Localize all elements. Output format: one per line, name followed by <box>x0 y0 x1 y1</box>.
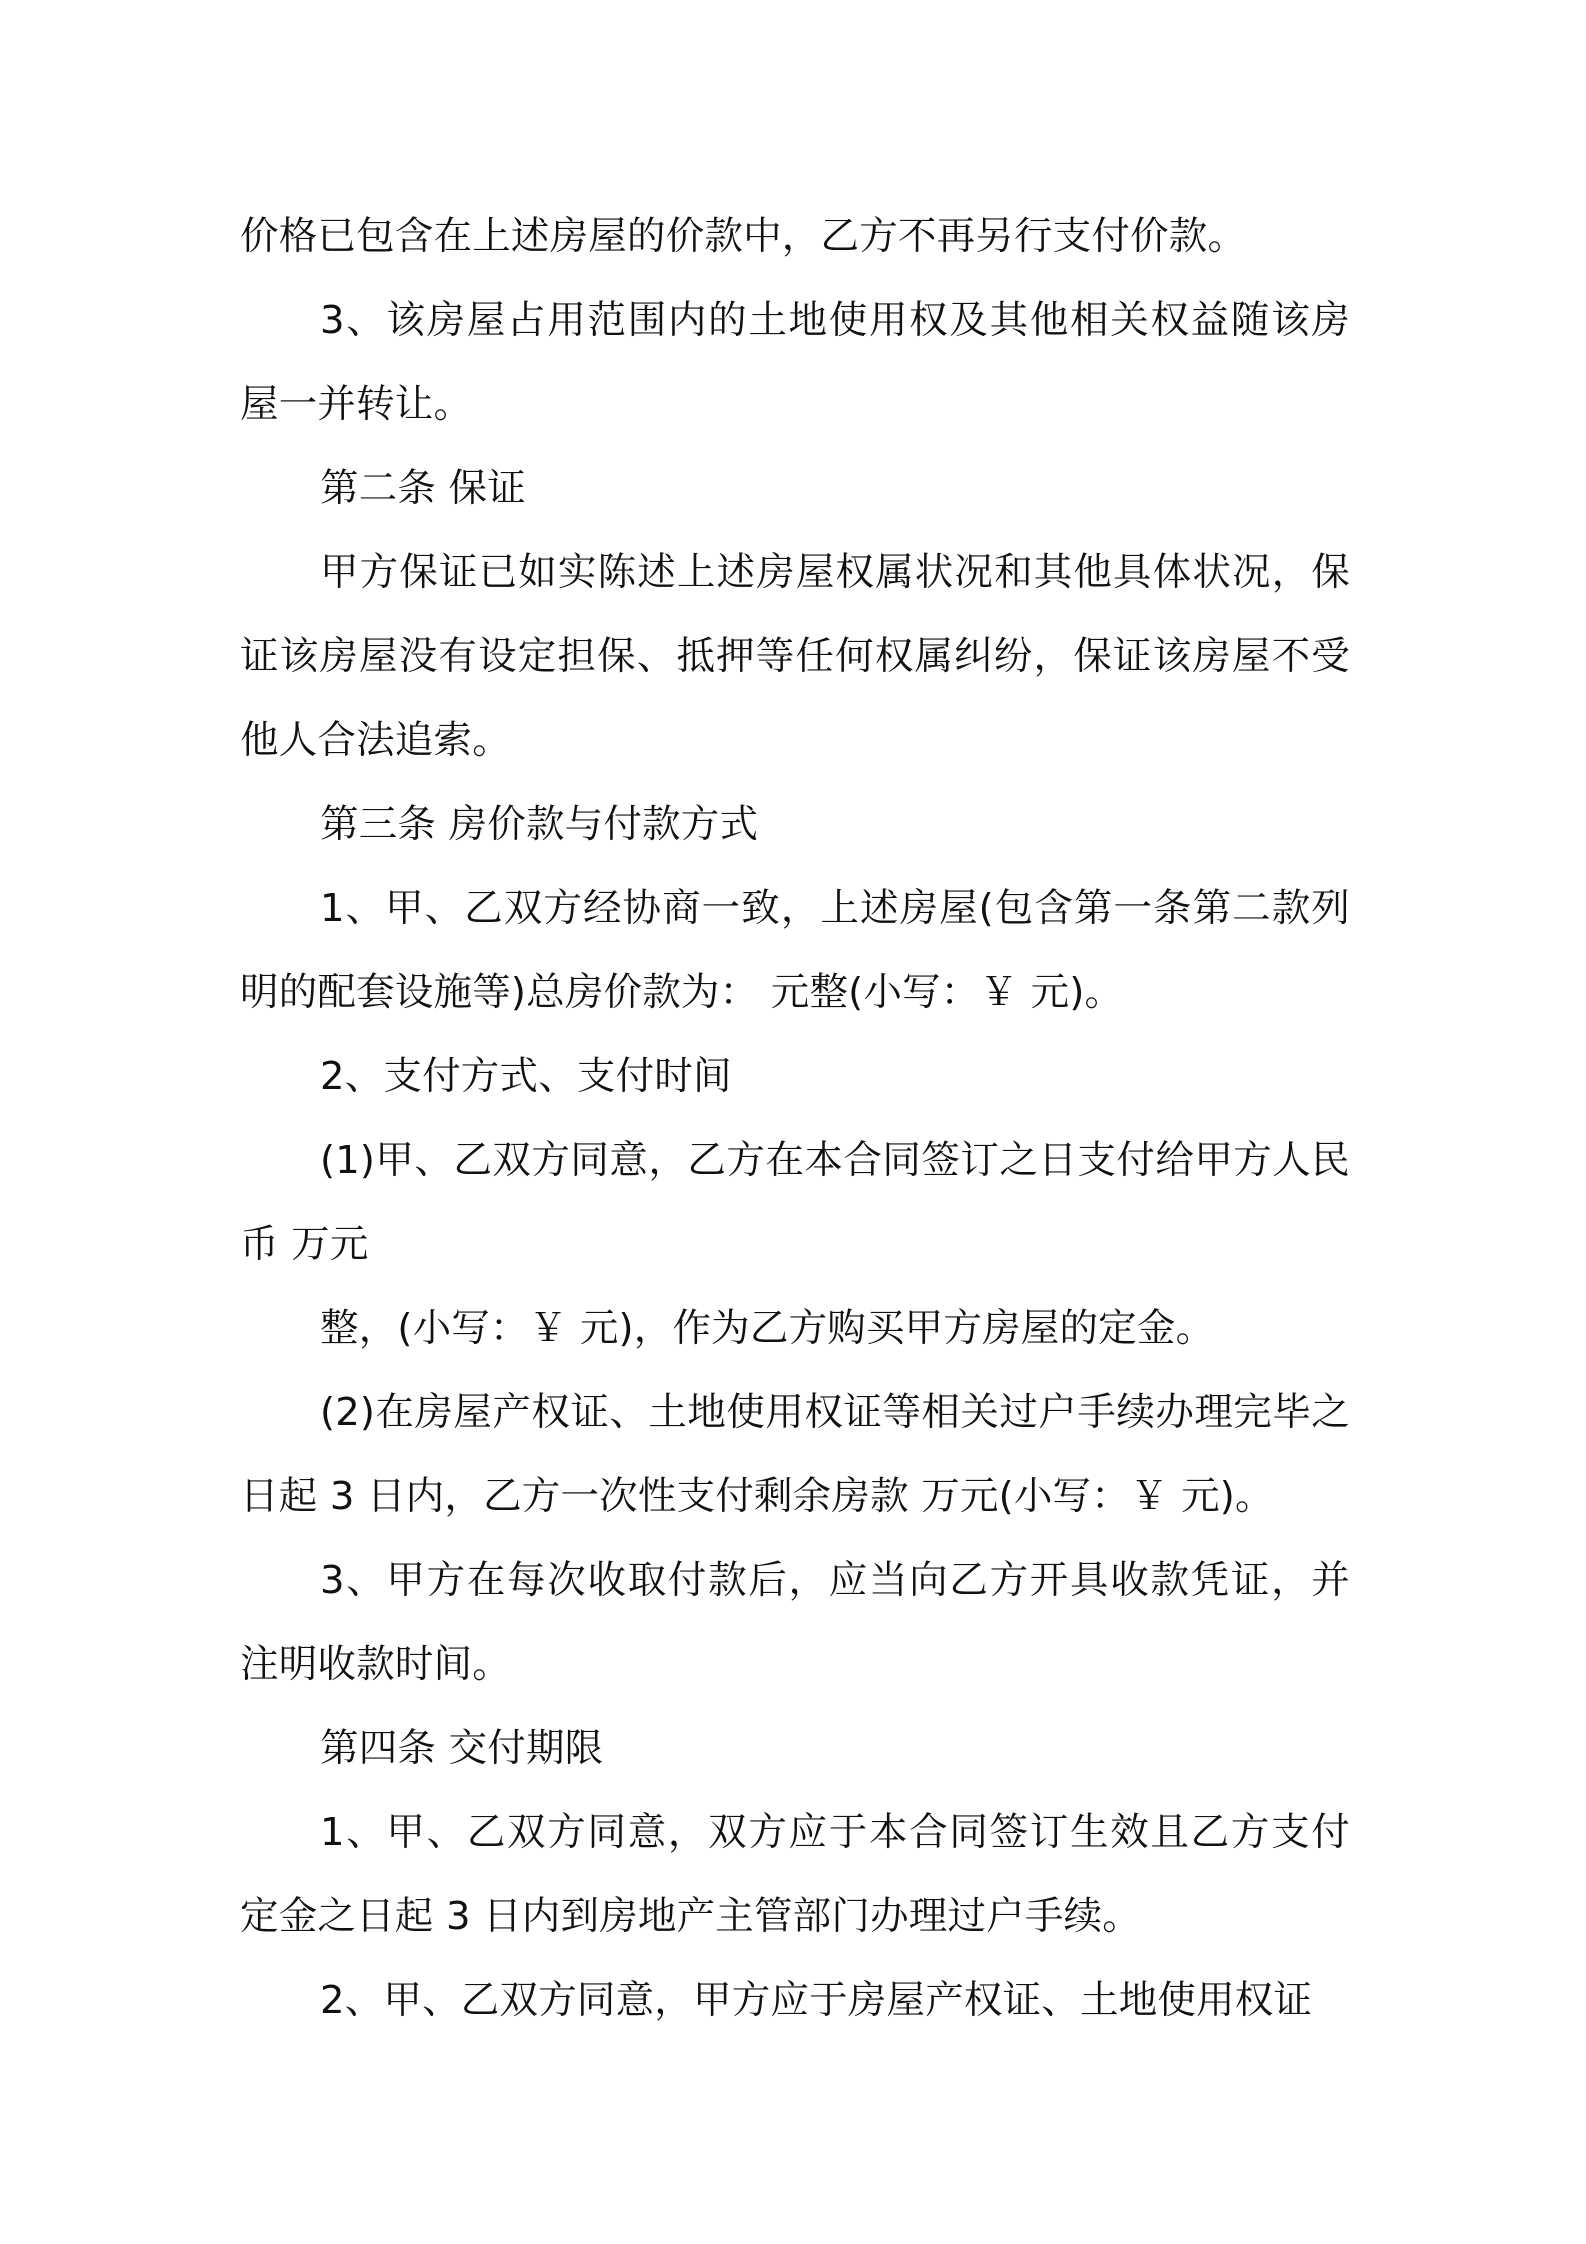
paragraph-payment-method: 2、支付方式、支付时间 <box>320 1054 732 1099</box>
paragraph-deposit: (1)甲、乙双方同意，乙方在本合同签订之日支付给甲方人民币 万元 <box>240 1138 1350 1267</box>
paragraph-guarantee: 甲方保证已如实陈述上述房屋权属状况和其他具体状况，保证该房屋没有设定担保、抵押等任何权属纠纷，保证该房屋不受他人合法追索。 <box>240 550 1350 763</box>
paragraph-transfer-procedure: 1、甲、乙双方同意，双方应于本合同签订生效且乙方支付定金之日起 3 日内到房地产主管部门办理过户手续。 <box>240 1810 1350 1939</box>
article-4-heading: 第四条 交付期限 <box>320 1726 604 1771</box>
paragraph-deposit-continued: 整，(小写：￥ 元)，作为乙方购买甲方房屋的定金。 <box>320 1306 1215 1351</box>
paragraph-price-included: 价格已包含在上述房屋的价款中，乙方不再另行支付价款。 <box>240 214 1247 259</box>
article-2-heading: 第二条 保证 <box>320 466 526 511</box>
article-3-heading: 第三条 房价款与付款方式 <box>320 802 759 847</box>
paragraph-total-price: 1、甲、乙双方经协商一致，上述房屋(包含第一条第二款列明的配套设施等)总房价款为： 元整(小写：￥ 元)。 <box>240 886 1350 1015</box>
paragraph-receipt: 3、甲方在每次收取付款后，应当向乙方开具收款凭证，并注明收款时间。 <box>240 1558 1350 1687</box>
paragraph-seller-delivery: 2、甲、乙双方同意，甲方应于房屋产权证、土地使用权证 <box>320 1978 1313 2023</box>
paragraph-land-use-rights: 3、该房屋占用范围内的土地使用权及其他相关权益随该房屋一并转让。 <box>240 298 1350 427</box>
paragraph-remaining-payment: (2)在房屋产权证、土地使用权证等相关过户手续办理完毕之日起 3 日内，乙方一次性支付剩余房款 万元(小写：￥ 元)。 <box>240 1390 1350 1519</box>
document-body <box>240 195 1350 2043</box>
